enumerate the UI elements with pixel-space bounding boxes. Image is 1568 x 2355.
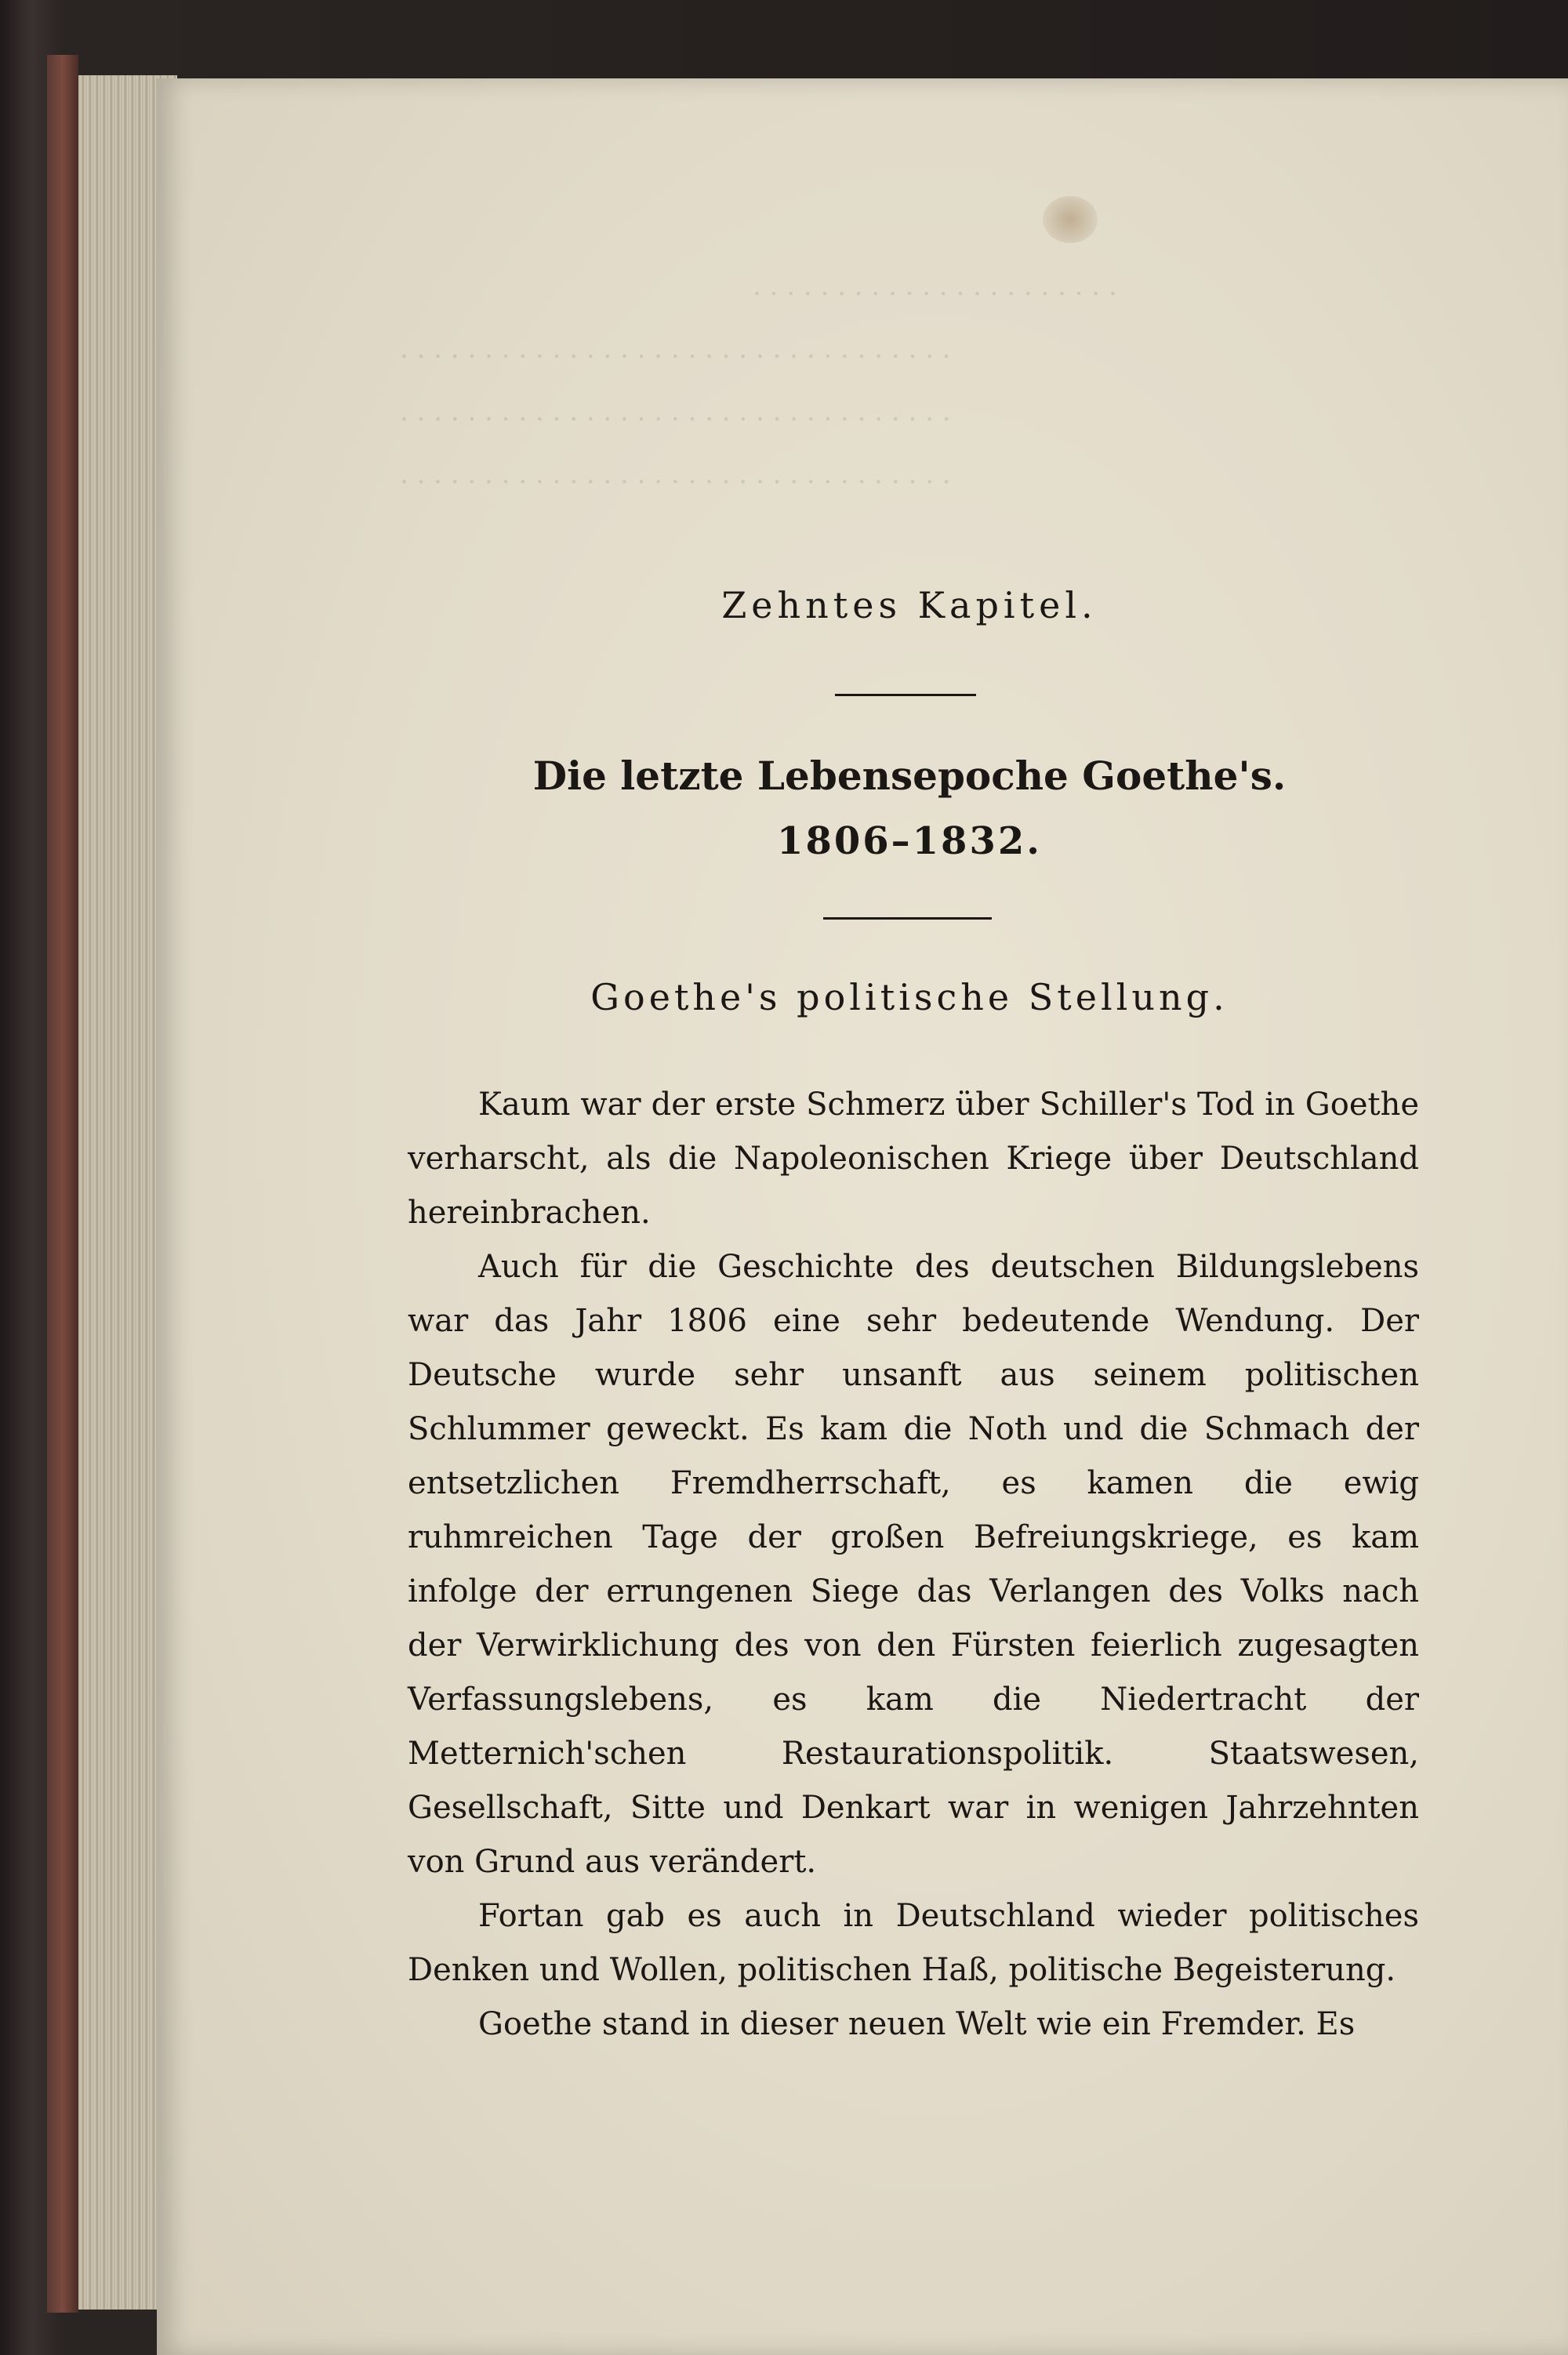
- divider-rule: [823, 917, 992, 920]
- divider-rule: [835, 694, 976, 696]
- page-stain: [1043, 196, 1098, 243]
- body-text: [408, 1078, 1419, 2052]
- chapter-title: Die letzte Lebensepoche Goethe's.: [532, 753, 1287, 799]
- chapter-heading: Zehntes Kapitel.: [721, 584, 1098, 626]
- paragraph: Fortan gab es auch in Deutschland wieder politisches Denken und Wollen, politischen Haß, politische Begeisterung.: [408, 1898, 1419, 1988]
- bleed-through-line: · · · · · · · · · · · · · · · · · · · · · · · · · · · · · · · · ·: [400, 404, 951, 435]
- paragraph: Kaum war der erste Schmerz über Schiller's Tod in Goethe verharscht, als die Napoleonischen Kriege über Deutschland hereinbrachen.: [408, 1087, 1419, 1231]
- bleed-through-line: · · · · · · · · · · · · · · · · · · · · · ·: [753, 278, 1117, 310]
- bleed-through-line: · · · · · · · · · · · · · · · · · · · · · · · · · · · · · · · · ·: [400, 341, 951, 372]
- cover-edge: [47, 55, 78, 2313]
- section-heading: Goethe's politische Stellung.: [590, 976, 1229, 1018]
- paragraph: Goethe stand in dieser neuen Welt wie ein Fremder. Es: [478, 2006, 1356, 2042]
- chapter-years: 1806–1832.: [777, 819, 1042, 863]
- paragraph: Auch für die Geschichte des deutschen Bildungslebens war das Jahr 1806 eine sehr bedeutende Wendung. Der Deutsche wurde sehr unsanft aus seinem politischen Schlummer geweckt. Es kam die Noth und die Schmach der entsetzlichen Fremdherrschaft, es kamen die ewig ruhmreichen Tage der großen Befreiungskriege, es kam infolge der errungenen Siege das Verlangen des Volks nach der Verwirklichung des von den Fürsten feierlich zugesagten Verfassungslebens, es kam die Niedertracht der Metternich'schen Restaurationspolitik. Staatswesen, Gesellschaft, Sitte und Denkart war in wenigen Jahrzehnten von Grund aus verändert.: [408, 1249, 1419, 1880]
- bleed-through-line: · · · · · · · · · · · · · · · · · · · · · · · · · · · · · · · · ·: [400, 466, 951, 498]
